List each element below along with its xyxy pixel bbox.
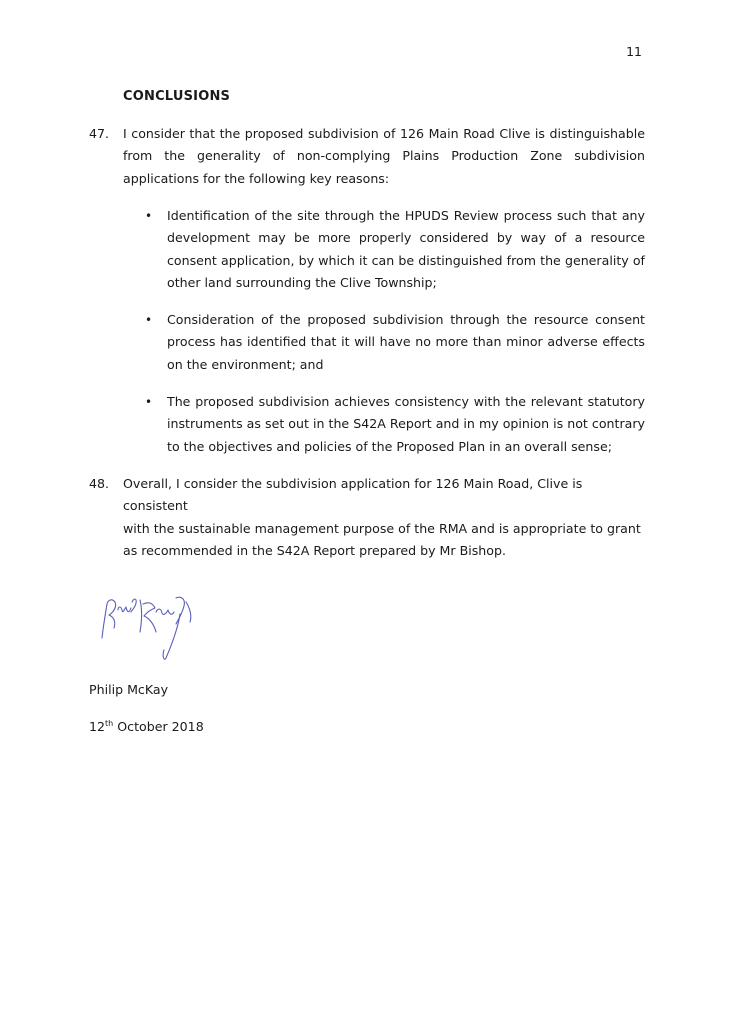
signer-name: Philip McKay — [89, 682, 169, 697]
list-item — [145, 309, 645, 376]
paragraph-number: 47. — [89, 126, 110, 141]
date-ordinal-suffix: th — [105, 719, 114, 728]
paragraph-number: 48. — [89, 476, 110, 491]
date-month-year: October 2018 — [113, 719, 204, 734]
page-number: 11 — [626, 44, 642, 59]
date-day: 12 — [89, 719, 106, 734]
list-item-text: The proposed subdivision achieves consistency with the relevant statutory instruments as set out in the S42A Report and in my opinion is not contrary to the objectives and policies of the Proposed Plan in an overall sense; — [167, 394, 645, 454]
list-item — [145, 205, 645, 294]
paragraph-line: with the sustainable management purpose of the RMA and is appropriate to grant — [123, 520, 641, 536]
paragraph-47 — [89, 123, 645, 190]
paragraph-48 — [89, 473, 645, 562]
paragraph-text: I consider that the proposed subdivision of 126 Main Road Clive is distinguishable from the generality of non-complying Plains Production Zone subdivision applications for the following key reasons: — [123, 126, 645, 186]
section-heading: CONCLUSIONS — [123, 89, 231, 104]
list-item — [145, 391, 645, 458]
paragraph-text — [123, 473, 645, 562]
list-item-text: Identification of the site through the HPUDS Review process such that any development may be more properly considered by way of a resource consent application, by which it can be distinguished from the generality of other land surrounding the Clive Township; — [167, 208, 645, 290]
list-item-text: Consideration of the proposed subdivision through the resource consent process has identified that it will have no more than minor adverse effects on the environment; and — [167, 312, 645, 372]
paragraph-line: Overall, I consider the subdivision application for 126 Main Road, Clive is consistent — [123, 476, 583, 514]
signature-date — [89, 719, 204, 734]
paragraph-line: as recommended in the S42A Report prepared by Mr Bishop. — [123, 542, 506, 558]
bullet-icon: • — [145, 395, 153, 409]
bullet-icon: • — [145, 313, 153, 327]
handwritten-signature — [94, 588, 206, 662]
bullet-icon: • — [145, 209, 153, 223]
